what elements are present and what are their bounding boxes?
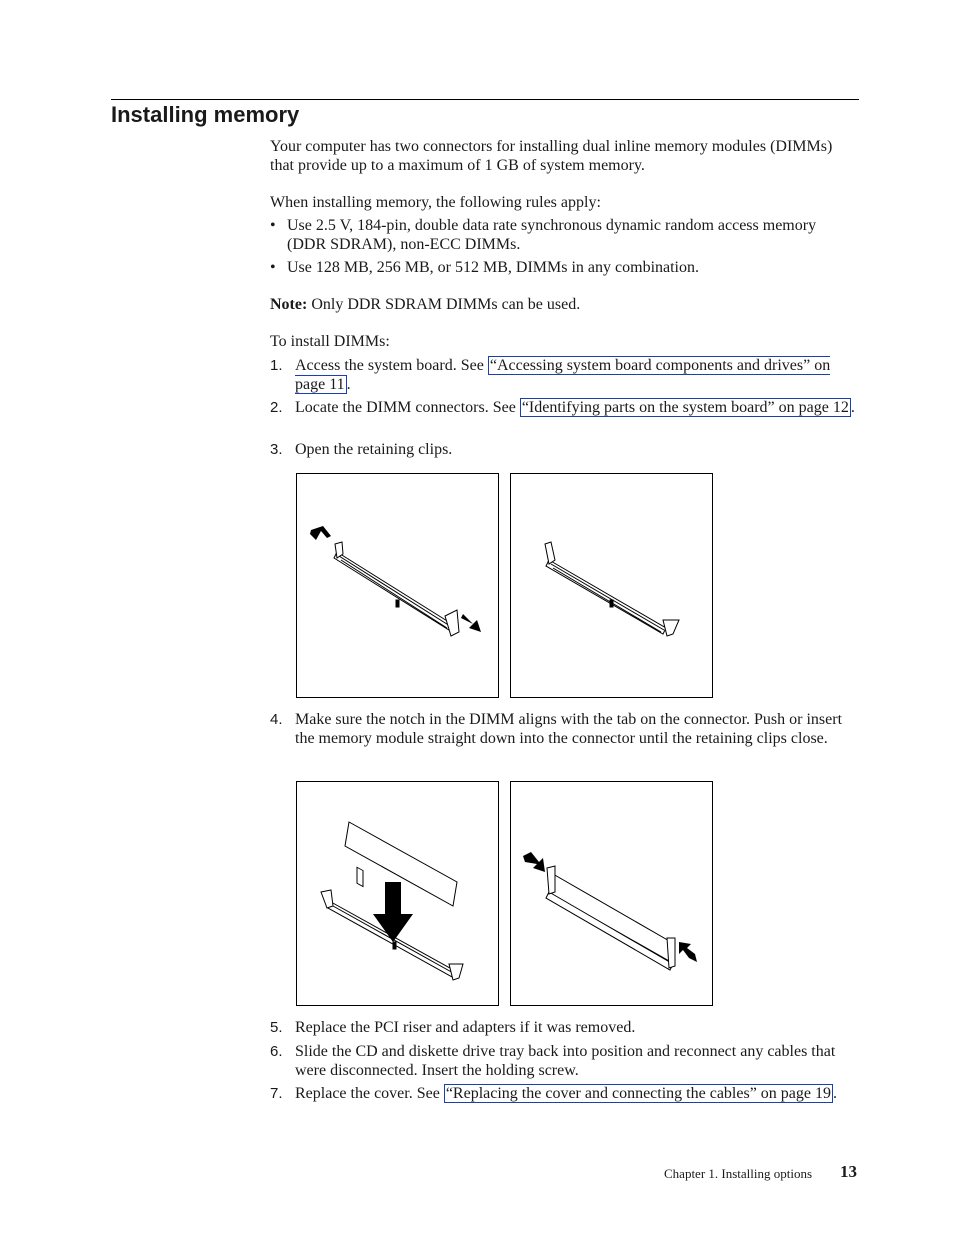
- arrow-icon: [461, 614, 481, 632]
- step-number: 6.: [270, 1043, 283, 1060]
- step-number: 5.: [270, 1019, 283, 1036]
- bullet-marker: •: [270, 217, 276, 234]
- step-text: Slide the CD and diskette drive tray back into position and reconnect any cables that were disconnected. Insert the holding screw.: [295, 1043, 836, 1079]
- arrow-icon: [310, 526, 331, 540]
- figure-dimm-insert-down: [296, 781, 499, 1006]
- rule-text: Use 2.5 V, 184-pin, double data rate synchronous dynamic random access memory (DDR SDRAM), non-ECC DIMMs.: [287, 217, 817, 253]
- note: [270, 295, 860, 314]
- dimm-insert-illustration: [297, 782, 498, 1005]
- dimm-slot-illustration: [511, 474, 712, 697]
- dimm-seated-illustration: [511, 782, 712, 1005]
- note-text: Only DDR SDRAM DIMMs can be used.: [311, 296, 581, 313]
- rule-text: Use 128 MB, 256 MB, or 512 MB, DIMMs in any combination.: [287, 259, 699, 276]
- dimm-module: [551, 874, 671, 962]
- arrow-icon: [679, 942, 697, 962]
- figure-dimm-connector-opening-clips: [296, 473, 499, 698]
- step-number: 2.: [270, 399, 283, 416]
- dimm-slot-illustration: [297, 474, 498, 697]
- bullet-marker: •: [270, 259, 276, 276]
- page-number: 13: [840, 1162, 857, 1181]
- figure-dimm-seated-clips-closing: [510, 781, 713, 1006]
- step-number: 1.: [270, 357, 283, 374]
- intro-paragraph: Your computer has two connectors for installing dual inline memory modules (DIMMs) that provide up to a maximum of 1 GB of system memory.: [270, 138, 833, 174]
- figure-dimm-connector-clips-open: [510, 473, 713, 698]
- step-text: Make sure the notch in the DIMM aligns with the tab on the connector. Push or insert the memory module straight down into the connector until the retaining clips close.: [295, 711, 843, 747]
- rules-intro: When installing memory, the following rules apply:: [270, 194, 601, 211]
- xref-link-accessing-system-board[interactable]: “Accessing system board components and drives” on page 11: [295, 357, 831, 393]
- arrow-icon: [523, 852, 545, 872]
- step-number: 3.: [270, 441, 283, 458]
- steps-intro: To install DIMMs:: [270, 333, 390, 350]
- footer-chapter: Chapter 1. Installing options: [664, 1166, 813, 1181]
- section-title: Installing memory: [111, 102, 300, 127]
- step-text: Replace the cover. See “Replacing the cover and connecting the cables” on page 19 .: [295, 1085, 837, 1102]
- step-text: Access the system board. See “Accessing system board components and drives” on page 11 .: [295, 357, 831, 393]
- step-text: Locate the DIMM connectors. See “Identifying parts on the system board” on page 12 .: [295, 399, 855, 416]
- step-text: Open the retaining clips.: [295, 441, 453, 458]
- header-rule: [111, 99, 859, 100]
- xref-link-identifying-parts[interactable]: “Identifying parts on the system board” on page 12: [521, 399, 849, 416]
- step-text: Replace the PCI riser and adapters if it was removed.: [295, 1019, 636, 1036]
- step-number: 4.: [270, 711, 283, 728]
- xref-link-replacing-cover[interactable]: “Replacing the cover and connecting the cables” on page 19: [445, 1085, 831, 1102]
- note-label: Note:: [270, 296, 308, 313]
- step-number: 7.: [270, 1085, 283, 1102]
